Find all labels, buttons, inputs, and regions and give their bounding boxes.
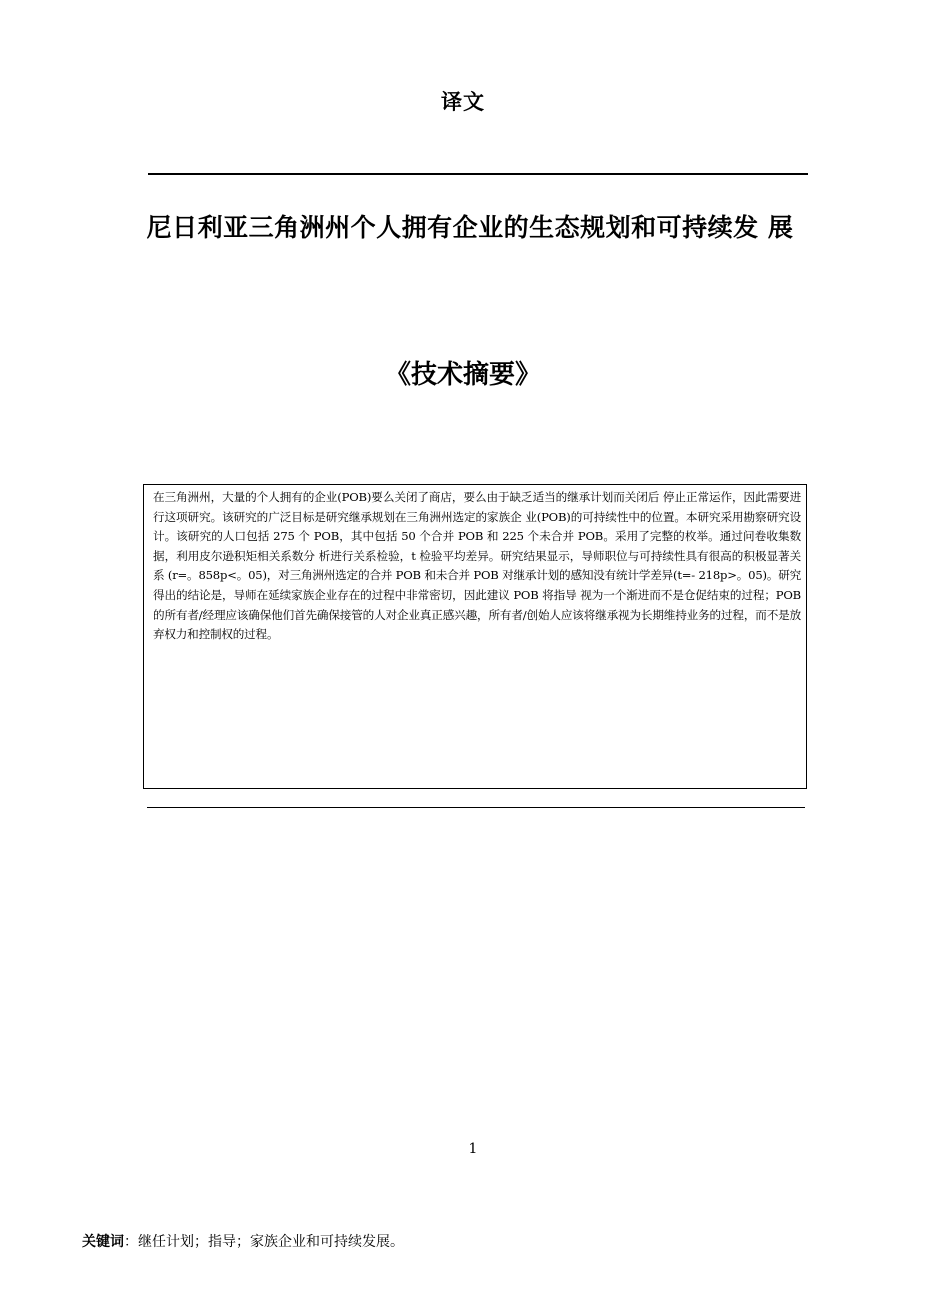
document-title: 尼日利亚三角洲州个人拥有企业的生态规划和可持续发 展 <box>146 213 794 242</box>
document-label: 译文 <box>441 90 485 114</box>
bottom-divider <box>147 807 805 808</box>
section-subtitle: 《技术摘要》 <box>384 360 541 390</box>
page-number: 1 <box>468 1141 478 1157</box>
keywords-label: 关键词 <box>82 1234 124 1250</box>
keywords-line <box>82 1231 404 1251</box>
keywords-text: ：继任计划；指导；家族企业和可持续发展。 <box>124 1234 404 1250</box>
abstract-box <box>143 484 807 789</box>
top-divider <box>148 173 808 175</box>
abstract-text: 在三角洲州，大量的个人拥有的企业(POB)要么关闭了商店，要么由于缺乏适当的继承计划而关闭后 停止正常运作，因此需要进行这项研究。该研究的广泛目标是研究继承规划在三角洲州选定的家族企 业(POB)的可持续性中的位置。本研究采用勘察研究设计。该研究的人口包括 275 个 POB，其中包括 50 个合并 POB 和 225 个未合并 POB。采用了完整的枚举。通过问卷收集数据，利用皮尔逊积矩相关系数分 析进行关系检验，t 检验平均差异。研究结果显示，导师职位与可持续性具有很高的积极显著关系 (r=。858p<。05)，对三角洲州选定的合并 POB 和未合并 POB 对继承计划的感知没有统计学差异(t=- 218p>。05)。研究得出的结论是，导师在延续家族企业存在的过程中非常密切，因此建议 POB 将指导 视为一个渐进而不是仓促结束的过程；POB 的所有者/经理应该确保他们首先确保接管的人对企业真正感兴趣，所有者/创始人应该将继承视为长期维持业务的过程，而不是放弃权力和控制权的过程。 <box>153 490 802 642</box>
